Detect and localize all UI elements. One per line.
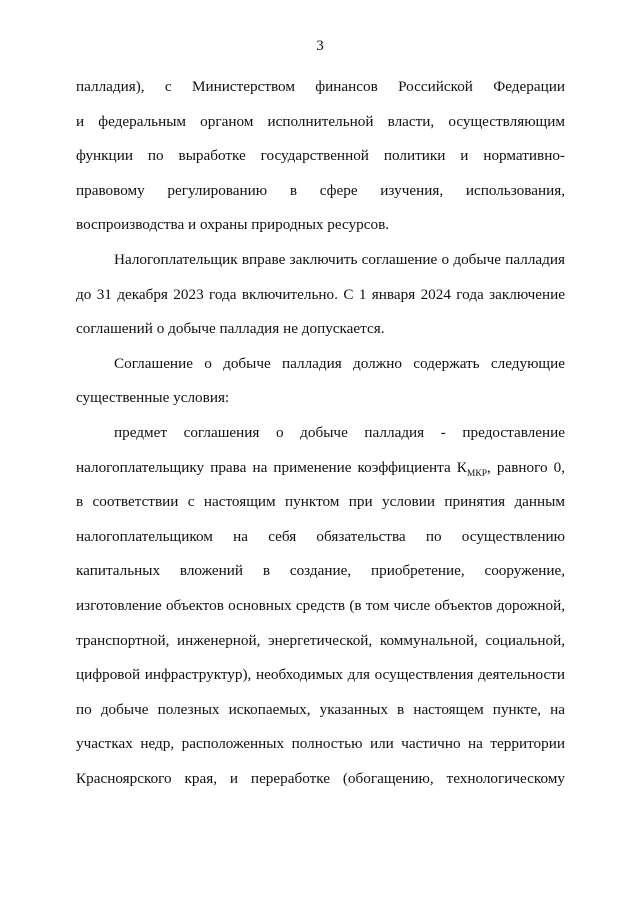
text-line: воспроизводства и охраны природных ресурсов. xyxy=(76,216,390,234)
text-line: существенные условия: xyxy=(76,389,230,407)
text-line-with-subscript xyxy=(76,451,565,486)
text-line: транспортной, инженерной, энергетической, коммунальной, социальной, xyxy=(76,631,565,649)
text-line: Налогоплательщик вправе заключить соглашение о добыче палладия xyxy=(114,250,565,268)
text-line: налогоплательщиком на себя обязательства по осуществлению xyxy=(76,527,565,545)
text-line: капитальных вложений в создание, приобретение, сооружение, xyxy=(76,562,565,580)
document-body xyxy=(76,70,565,796)
page-number: 3 xyxy=(316,38,324,54)
subscript-mkr: МКР xyxy=(466,468,487,479)
text-line: и федеральным органом исполнительной власти, осуществляющим xyxy=(76,112,565,130)
text-line: по добыче полезных ископаемых, указанных в настоящем пункте, на xyxy=(76,700,565,718)
text-line: изготовление объектов основных средств (в том числе объектов дорожной, xyxy=(76,596,565,614)
text-line: в соответствии с настоящим пунктом при условии принятия данным xyxy=(76,493,565,511)
text-line: правовому регулированию в сфере изучения, использования, xyxy=(76,181,565,199)
text-line: участках недр, расположенных полностью или частично на территории xyxy=(76,735,565,753)
text-line: до 31 декабря 2023 года включительно. С 1 января 2024 года заключение xyxy=(76,285,565,303)
text-line: цифровой инфраструктур), необходимых для осуществления деятельности xyxy=(76,666,565,684)
text-fragment: налогоплательщику права на применение коэффициента К xyxy=(76,458,467,476)
text-line: соглашений о добыче палладия не допускается. xyxy=(76,320,385,338)
text-line: функции по выработке государственной политики и нормативно- xyxy=(76,147,565,165)
text-line: Красноярского края, и переработке (обогащению, технологическому xyxy=(76,769,565,787)
text-line: палладия), с Министерством финансов Российской Федерации xyxy=(76,78,565,95)
text-line: предмет соглашения о добыче палладия - предоставление xyxy=(114,423,565,441)
text-line: Соглашение о добыче палладия должно содержать следующие xyxy=(114,354,565,372)
text-fragment: , равного 0, xyxy=(487,458,565,476)
